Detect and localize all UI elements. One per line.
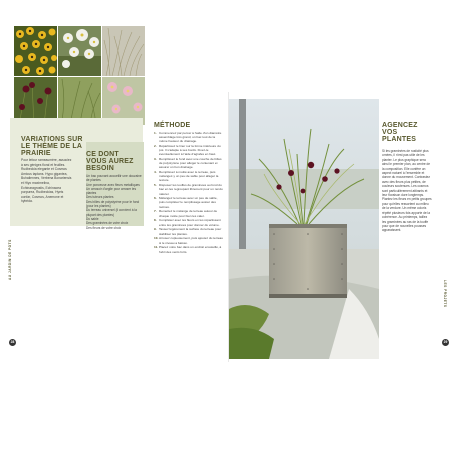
- method-step: [154, 236, 223, 244]
- step-text: Arrosez copieusement, puis ajoutez du terreau si le niveau a baissé.: [159, 236, 223, 245]
- arrange-title: AGENCEZ VOS PLANTES: [382, 122, 418, 143]
- list-item: Des graminées de votre choix: [86, 221, 129, 226]
- list-item: Des fleurs de votre choix: [86, 225, 122, 230]
- method-step: [154, 227, 223, 235]
- method-step: [154, 131, 223, 143]
- method-title: MÉTHODE: [154, 122, 191, 129]
- list-item: Des billes de polystyrène pour le fond (pour les plantes): [86, 199, 140, 209]
- step-number: 3.: [154, 157, 157, 162]
- step-text: Remettez le mélange de terreau autour de chaque motte pour bien les caler.: [159, 209, 218, 218]
- step-number: 11.: [154, 245, 159, 250]
- list-item: Une ponceuse avec fleurs metalliques: [86, 182, 140, 187]
- step-text: Placez votre bac dans un endroit ensoleillé, à l'abri des vents forts.: [159, 245, 222, 254]
- step-number: 6.: [154, 196, 157, 201]
- list-item: Du terreau universel (il convient à la plupart des plantes): [86, 208, 137, 217]
- method-step: [154, 209, 223, 217]
- step-text: Disposez les touffes de graminées au fond du bac en les regroupant librement pour un rendu naturel.: [159, 183, 223, 196]
- method-step: [154, 170, 223, 182]
- step-number: 1.: [154, 131, 157, 135]
- method-step: [154, 144, 223, 156]
- main-planter-photo: [229, 99, 379, 359]
- step-text: Remplissez le fond avec une couche de billes de polystyrène pour alléger le contenant et assurer un bon drainage.: [159, 157, 222, 170]
- arrange-text: Si les graminées de rusticité plus ornées, il n'est pas utile de les planter. Le plus graphique sera ainsi le premier plan, au centre de la composition. Elle confère un aspect naturel à l'ensemble et donne du mouvement. Contrastez avec des fleurs plus petites, de couleurs soutenues. Les cosmos sont particulièrement attirants et leur floraison dure longtemps. Plantez les fleurs en petits groupes pour qu'elles ressortent au milieu de la verdure. Un même coloris répété plusieurs fois apporte de la cohérence. Au printemps, taillez les graminées au ras de la touffe pour que de nouvelles pousses apparaissent.: [382, 149, 432, 233]
- plant-photo-grid: [14, 26, 145, 125]
- step-text: Répartissez le liner sur la forme intérieure du pot. Il s'adapte à ses bords. Fixez-le éventuellement à l'aide d'agrafes en haut.: [159, 144, 221, 157]
- step-number: 2.: [154, 144, 157, 149]
- page-number-left: 28: [10, 340, 15, 344]
- method-step: [154, 157, 223, 169]
- running-head-left-text: AU JARDIN DE POTS: [8, 239, 12, 280]
- variations-title: VARIATIONS SUR LE THÈME DE LA PRAIRIE: [21, 136, 83, 157]
- photo-rudbeckia: [14, 26, 57, 76]
- method-steps: [154, 131, 223, 254]
- materials-list: [86, 174, 144, 230]
- list-item: Du sable: [86, 216, 99, 221]
- running-head-right: [438, 280, 450, 340]
- step-number: 4.: [154, 170, 157, 175]
- step-number: 7.: [154, 209, 157, 214]
- method-step: [154, 183, 223, 195]
- method-step: [154, 245, 223, 253]
- step-number: 5.: [154, 183, 157, 188]
- step-text: Mélangez le terreau avec un peu de sable, puis complétez le remplissage autour des racines.: [159, 196, 218, 209]
- step-text: Commencez par percer à l'aide d'un diamètre assemblage très grand, un bac tout de la même hauteur du drainage.: [159, 131, 222, 144]
- list-item: Un arrosoir d'argile pour arroser les plantes: [86, 186, 137, 196]
- page-number-right: 29: [443, 340, 448, 344]
- list-item: Un bac pouvant accueillir une douzaine de plantes: [86, 174, 142, 183]
- step-number: 8.: [154, 218, 157, 223]
- step-text: Remplissez à moitié avec le terreau, puis mélangez-y un peu de sable pour alléger la texture.: [159, 170, 219, 183]
- step-number: 10.: [154, 236, 159, 241]
- photo-white-flowers: [58, 26, 101, 76]
- step-number: 9.: [154, 227, 157, 232]
- variations-text: Pour lefour rameaumère, associez à ses géniges floral et feuilles. Rudbeckia elegante et Cosmos Amicus taplans. Hypo gigantea, Buhaliennes, Verbena Bonariensis et Hiyo maximelina, Echinaragrostis, Echinacea purpurea, Rudbeckias, Hyeis confar, Cosmos, Anemone et hybrida.: [21, 158, 72, 204]
- method-step: [154, 218, 223, 226]
- running-head-left: [8, 170, 20, 280]
- materials-title: CE DONT VOUS AUREZ BESOIN: [86, 151, 134, 172]
- method-step: [154, 196, 223, 208]
- running-head-right-text: LES PROJETS: [443, 280, 447, 308]
- step-text: Tassez légèrement la surface du terreau pour stabiliser les plantes.: [159, 227, 222, 236]
- step-text: Complétez avec les fleurs en les répartissant entre les graminées pour donner du volume.: [159, 218, 221, 227]
- list-item: Des tuteurs plantes: [86, 195, 114, 200]
- photo-grass: [102, 26, 145, 76]
